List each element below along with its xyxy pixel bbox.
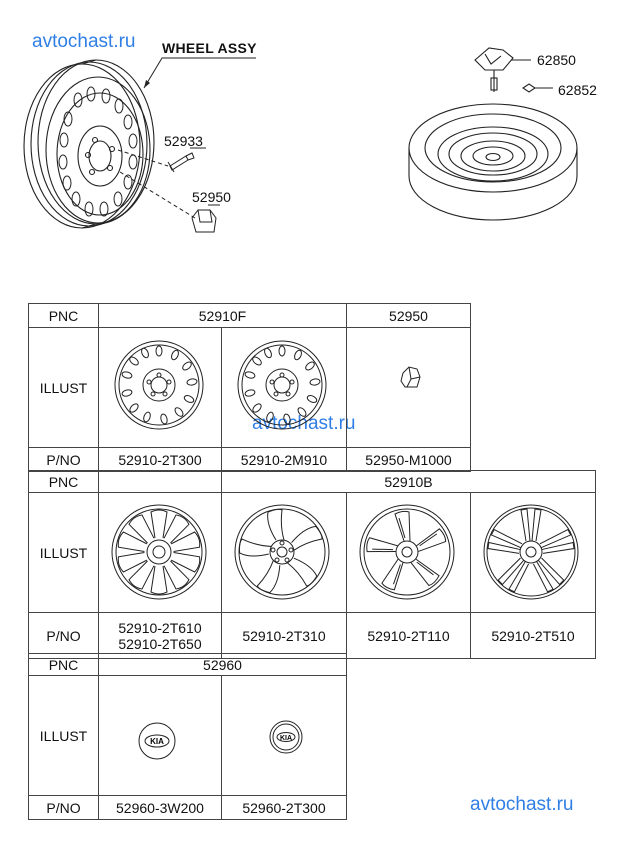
part-number: 52910-2T510: [471, 613, 596, 659]
row-label-illust: ILLUST: [29, 676, 99, 796]
alloy-wheel-icon: [347, 494, 467, 612]
alloy-wheel-icon: [99, 494, 219, 612]
steel-wheel-icon: [99, 329, 219, 447]
part-number-pair: [99, 613, 222, 659]
pnc-52950: 52950: [347, 304, 471, 328]
illust-alloy-wheel-4: [471, 493, 596, 613]
row-label-pnc: PNC: [29, 654, 99, 676]
illust-lug-nut: [347, 328, 471, 448]
row-label-pno: P/NO: [29, 613, 99, 659]
lug-nut-icon: [347, 329, 467, 447]
illust-alloy-wheel-2: [222, 493, 347, 613]
kia-hub-cap-icon: [222, 681, 342, 791]
row-label-pno: P/NO: [29, 796, 99, 820]
kia-hub-cap-icon: [99, 681, 219, 791]
part-number: 52910-2T310: [222, 613, 347, 659]
parts-table-2: [28, 470, 596, 659]
part-number: 52910-2T110: [347, 613, 471, 659]
alloy-wheel-icon: [471, 494, 591, 612]
steel-wheel-icon: [222, 329, 342, 447]
row-label-illust: ILLUST: [29, 493, 99, 613]
callout-62850: 62850: [537, 52, 576, 68]
spare-tire-diagram: [395, 30, 620, 235]
illust-hub-cap-2: [222, 676, 347, 796]
part-number: 52910-2T300: [99, 448, 222, 472]
watermark-top: avtochast.ru: [32, 31, 136, 52]
illust-steel-wheel-1: [99, 328, 222, 448]
part-number: 52910-2T650: [118, 635, 202, 652]
illust-alloy-wheel-1: [99, 493, 222, 613]
alloy-wheel-icon: [222, 494, 342, 612]
watermark-bottom: avtochast.ru: [470, 794, 574, 815]
watermark-middle: avtochast.ru: [252, 413, 356, 434]
illust-steel-wheel-2: [222, 328, 347, 448]
parts-table-3: [28, 653, 347, 820]
callout-52933: 52933: [164, 133, 203, 149]
row-label-illust: ILLUST: [29, 328, 99, 448]
illust-hub-cap-1: [99, 676, 222, 796]
pnc-52910f: 52910F: [99, 304, 347, 328]
part-number: 52960-3W200: [99, 796, 222, 820]
row-label-pnc: PNC: [29, 304, 99, 328]
part-number: 52910-2M910: [222, 448, 347, 472]
pnc-52910b: 52910B: [222, 471, 596, 493]
row-label-pno: P/NO: [29, 448, 99, 472]
part-number: 52950-M1000: [347, 448, 471, 472]
pnc-52960: 52960: [99, 654, 347, 676]
part-number: 52910-2T610: [118, 619, 202, 636]
illust-alloy-wheel-3: [347, 493, 471, 613]
callout-62852: 62852: [558, 82, 597, 98]
callout-52950: 52950: [192, 189, 231, 205]
pnc-empty-cell: [99, 471, 222, 493]
logo-text: KIA: [150, 736, 164, 746]
parts-table-1: [28, 303, 471, 472]
part-number: 52960-2T300: [222, 796, 347, 820]
wheel-assy-label: WHEEL ASSY: [162, 40, 257, 56]
logo-text: KIA: [279, 734, 293, 742]
row-label-pnc: PNC: [29, 471, 99, 493]
